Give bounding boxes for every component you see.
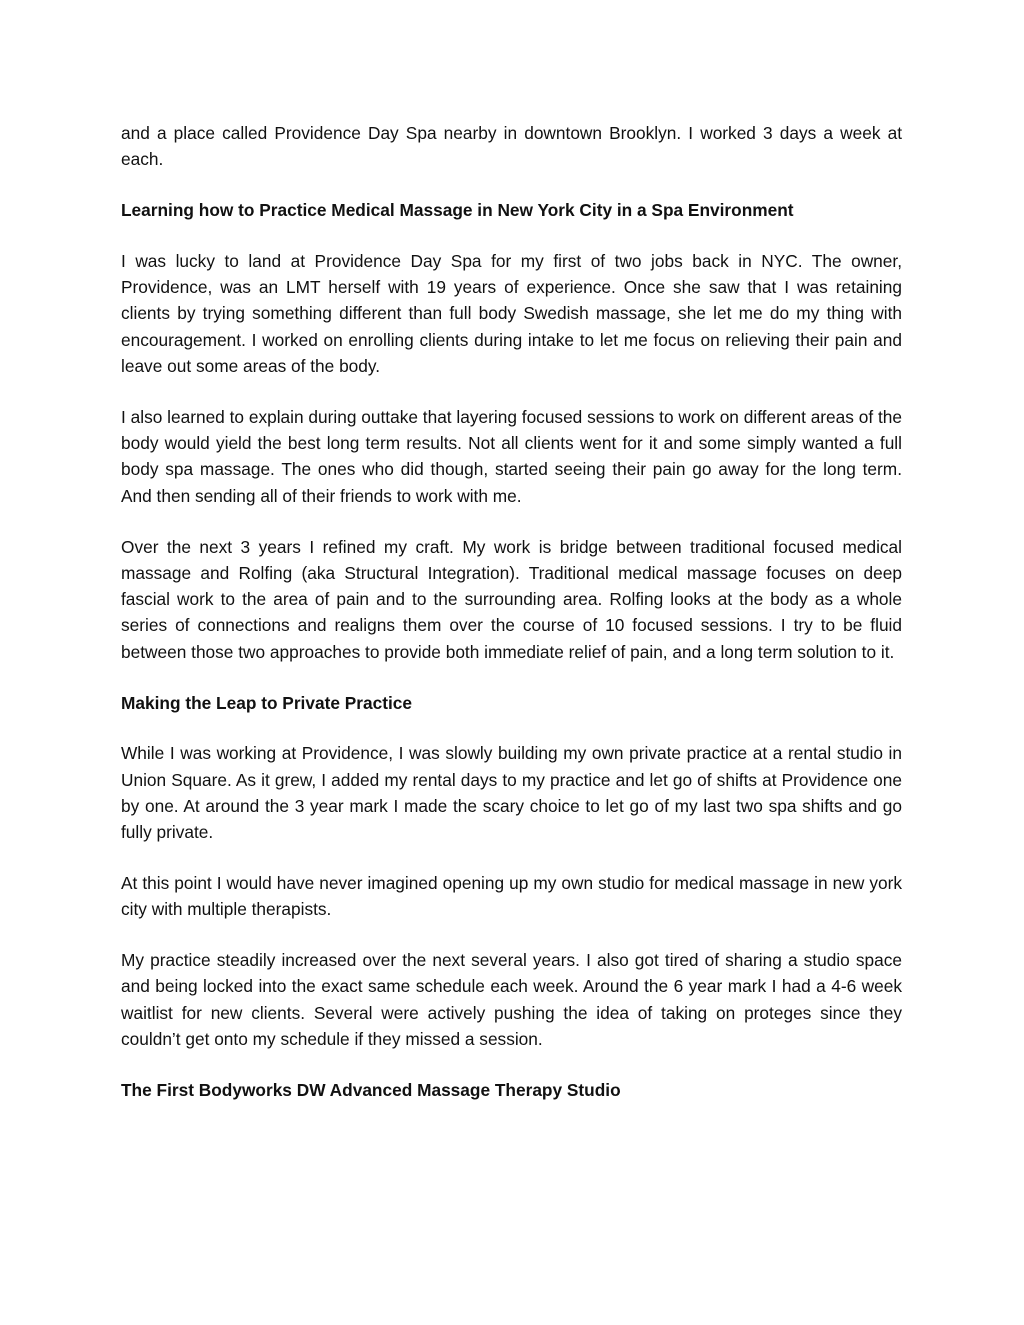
section-heading-first-studio: The First Bodyworks DW Advanced Massage Therapy Studio [121, 1079, 621, 1100]
paragraph-waitlist: My practice steadily increased over the next several years. I also got tired of sharing a studio space and being locked into the exact same schedule each week. Around the 6 year mark I had a 4-6 week waitlist for new clients. Several were actively pushing the idea of taking on proteges since they couldn’t get onto my schedule if they missed a session. [121, 950, 902, 1050]
paragraph-never-imagined: At this point I would have never imagined opening up my own studio for medical massage in new york city with multiple therapists. [121, 873, 902, 920]
paragraph-providence-day-spa: I was lucky to land at Providence Day Spa for my first of two jobs back in NYC. The owner, Providence, was an LMT herself with 19 years of experience. Once she saw that I was retaining clients by trying something different than full body Swedish massage, she let me do my thing with encouragement. I worked on enrolling clients during intake to let me focus on relieving their pain and leave out some areas of the body. [121, 250, 902, 377]
paragraph-outtake: I also learned to explain during outtake that layering focused sessions to work on different areas of the body would yield the best long term results. Not all clients went for it and some simply wanted a full body spa massage. The ones who did though, started seeing their pain go away for the long term. And then sending all of their friends to work with me. [121, 406, 902, 506]
section-heading-spa-environment: Learning how to Practice Medical Massage in New York City in a Spa Environment [121, 200, 794, 221]
paragraph-intro: and a place called Providence Day Spa nearby in downtown Brooklyn. I worked 3 days a week at each. [121, 123, 902, 170]
paragraph-union-square: While I was working at Providence, I was slowly building my own private practice at a rental studio in Union Square. As it grew, I added my rental days to my practice and let go of shifts at Providence one by one. At around the 3 year mark I made the scary choice to let go of my last two spa shifts and go fully private. [121, 743, 902, 843]
document-page [121, 120, 902, 1128]
paragraph-refined-craft: Over the next 3 years I refined my craft. My work is bridge between traditional focused medical massage and Rolfing (aka Structural Integration). Traditional medical massage focuses on deep fascial work to the area of pain and to the surrounding area. Rolfing looks at the body as a whole series of connections and realigns them over the course of 10 focused sessions. I try to be fluid between those two approaches to provide both immediate relief of pain, and a long term solution to it. [121, 536, 902, 662]
section-heading-private-practice: Making the Leap to Private Practice [121, 692, 412, 713]
